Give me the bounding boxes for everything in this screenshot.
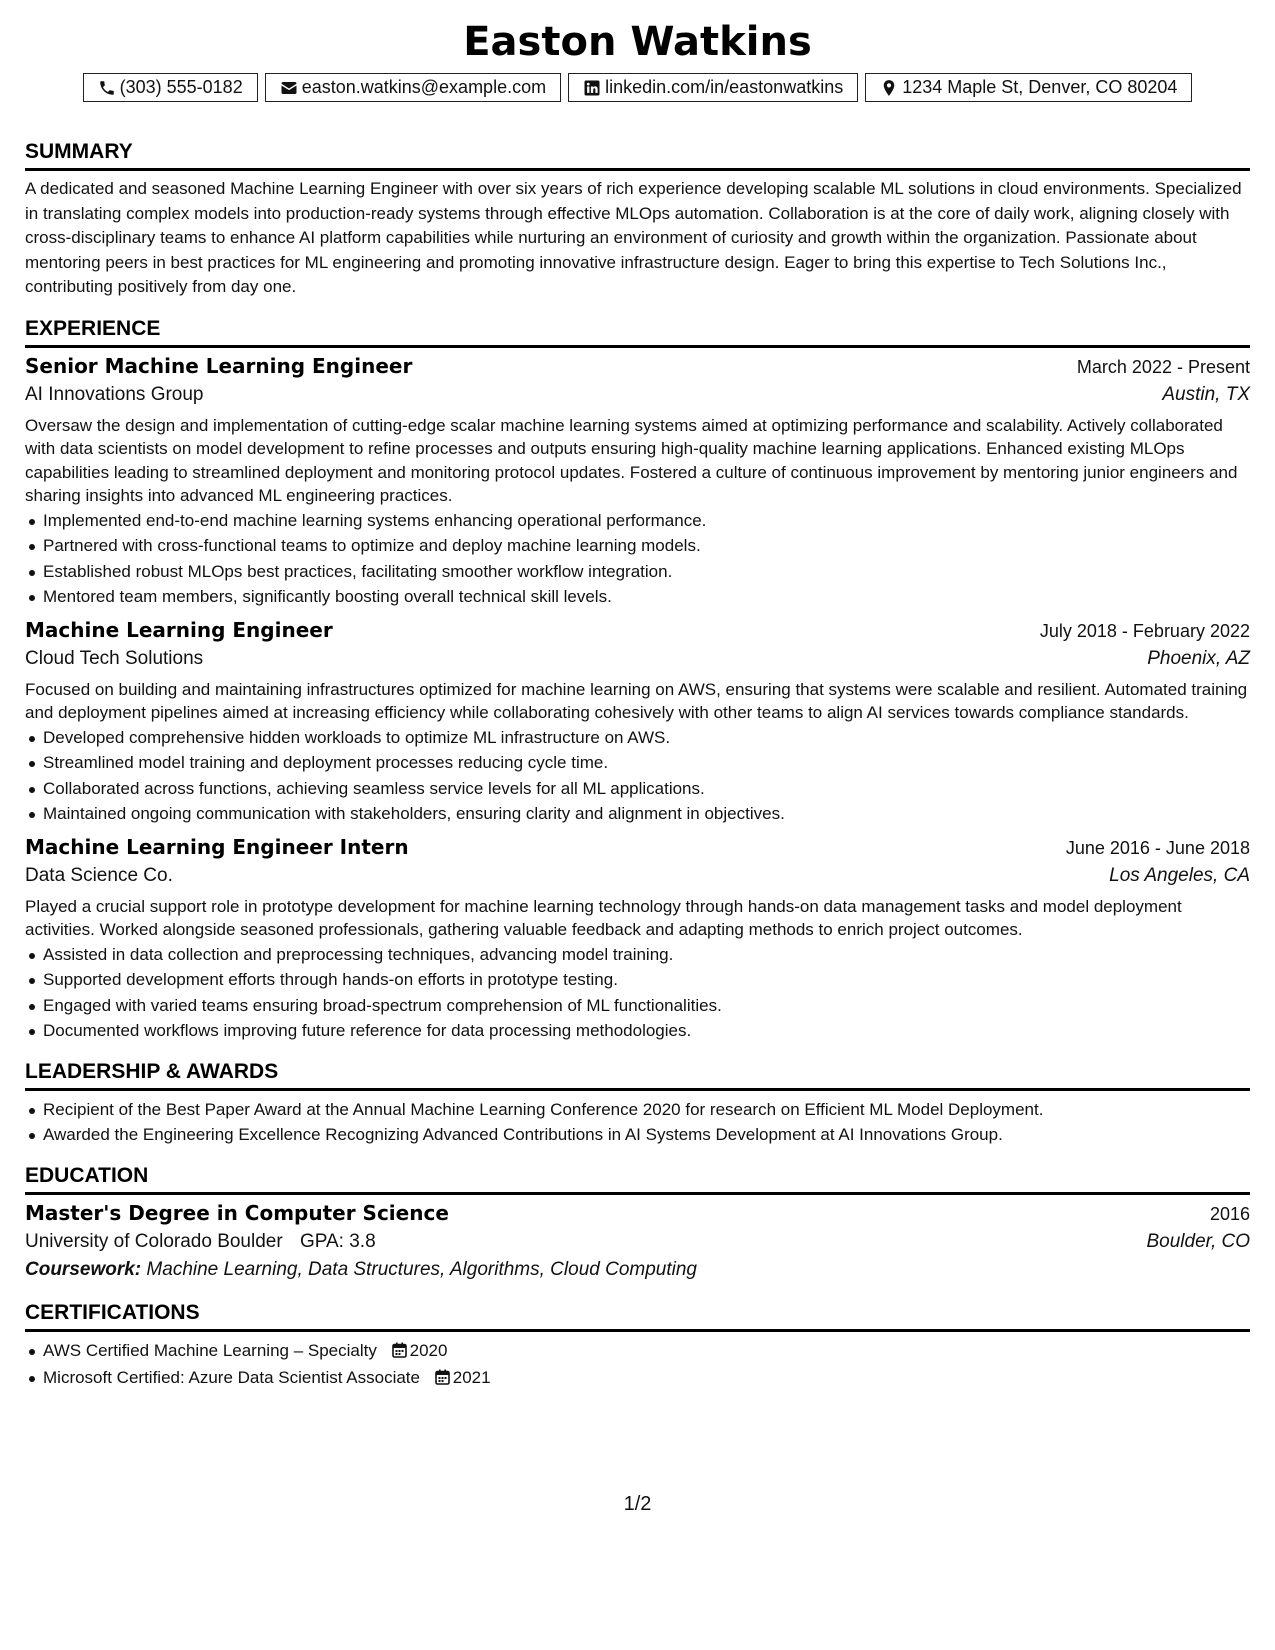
job-bullets	[25, 942, 1250, 1044]
education-section	[25, 1164, 1250, 1281]
job-date: March 2022 - Present	[1076, 356, 1250, 377]
list-item: Established robust MLOps best practices, facilitating smoother workflow integration.	[43, 559, 1250, 585]
leadership-heading: LEADERSHIP & AWARDS	[25, 1060, 1250, 1091]
education-heading: EDUCATION	[25, 1164, 1250, 1195]
certification-bullets	[25, 1338, 1250, 1393]
linkedin-text: linkedin.com/in/eastonwatkins	[605, 77, 844, 97]
list-item: Engaged with varied teams ensuring broad-spectrum comprehension of ML functionalities.	[43, 993, 1250, 1019]
linkedin-icon	[583, 79, 601, 97]
experience-section	[25, 317, 1250, 1044]
list-item	[43, 1365, 1250, 1393]
certification-name: Microsoft Certified: Azure Data Scientist Associate	[43, 1368, 420, 1387]
phone-text: (303) 555-0182	[119, 77, 243, 97]
email-text: easton.watkins@example.com	[301, 77, 547, 97]
address-text: 1234 Maple St, Denver, CO 80204	[902, 77, 1178, 97]
certifications-heading: CERTIFICATIONS	[25, 1301, 1250, 1332]
candidate-name: Easton Watkins	[463, 19, 812, 65]
calendar-icon	[435, 1367, 450, 1393]
resume-page	[25, 20, 1250, 1393]
list-item: Developed comprehensive hidden workloads to optimize ML infrastructure on AWS.	[43, 725, 1250, 751]
job-description: Focused on building and maintaining infrastructures optimized for machine learning on AWS, ensuring that systems were scalable and resilient. Automated training and deployment pipelines aimed at increasing efficiency while collaborating cohesively with other teams to align AI services towards compliance standards.	[25, 679, 1248, 722]
coursework	[25, 1259, 1250, 1281]
envelope-icon	[280, 79, 298, 97]
job-company: AI Innovations Group	[25, 383, 204, 405]
certification-name: AWS Certified Machine Learning – Specialty	[43, 1340, 377, 1360]
job-entry	[25, 835, 1250, 1044]
coursework-list: Machine Learning, Data Structures, Algorithms, Cloud Computing	[146, 1258, 697, 1280]
coursework-label: Coursework:	[25, 1258, 142, 1280]
job-title: Machine Learning Engineer Intern	[25, 834, 409, 859]
job-bullets	[25, 725, 1250, 827]
job-description: Played a crucial support role in prototype development for machine learning technology through hands-on data management tasks and model deployment activities. Worked alongside seasoned professionals, gathering valuable feedback and adapting methods to enrich project outcomes.	[25, 896, 1182, 939]
calendar-icon	[392, 1340, 407, 1366]
school-location: Boulder, CO	[1146, 1230, 1250, 1252]
job-date: July 2018 - February 2022	[1039, 620, 1250, 641]
contact-phone	[83, 73, 258, 102]
job-location: Austin, TX	[1162, 383, 1250, 405]
page-number: 1/2	[623, 1493, 652, 1515]
job-title: Senior Machine Learning Engineer	[25, 353, 413, 378]
list-item	[43, 1338, 1250, 1366]
job-entry	[25, 618, 1250, 827]
summary-text: A dedicated and seasoned Machine Learning Engineer with over six years of rich experience developing scalable ML solutions in cloud environments. Specialized in translating complex models into production-ready systems through effective MLOps automation. Collaboration is at the core of daily work, aligning closely with cross-disciplinary teams to enhance AI platform capabilities while nurturing an environment of curiosity and growth within the organization. Passionate about mentoring peers in best practices for ML engineering and promoting innovative infrastructure design. Eager to bring this expertise to Tech Solutions Inc., contributing positively from day one.	[25, 179, 1242, 296]
certification-year: 2020	[409, 1340, 448, 1360]
contact-email	[265, 73, 561, 102]
contact-address	[865, 73, 1192, 102]
job-location: Los Angeles, CA	[1109, 864, 1250, 886]
list-item: Partnered with cross-functional teams to optimize and deploy machine learning models.	[43, 533, 1250, 559]
list-item: Maintained ongoing communication with stakeholders, ensuring clarity and alignment in objectives.	[43, 801, 1250, 827]
list-item: Documented workflows improving future reference for data processing methodologies.	[43, 1018, 1250, 1044]
job-title: Machine Learning Engineer	[25, 617, 333, 642]
list-item: Mentored team members, significantly boosting overall technical skill levels.	[43, 584, 1250, 610]
list-item: Assisted in data collection and preprocessing techniques, advancing model training.	[43, 942, 1250, 968]
job-bullets	[25, 508, 1250, 610]
job-entry	[25, 354, 1250, 610]
list-item: Supported development efforts through hands-on efforts in prototype testing.	[43, 967, 1250, 993]
certification-year: 2021	[452, 1368, 491, 1387]
summary-heading: SUMMARY	[25, 140, 1250, 171]
graduation-year: 2016	[1209, 1203, 1250, 1224]
job-date: June 2016 - June 2018	[1065, 837, 1250, 858]
job-company: Data Science Co.	[25, 864, 173, 886]
list-item: Implemented end-to-end machine learning systems enhancing operational performance.	[43, 508, 1250, 534]
map-pin-icon	[880, 79, 898, 97]
list-item: Recipient of the Best Paper Award at the Annual Machine Learning Conference 2020 for research on Efficient ML Model Deployment.	[43, 1097, 1250, 1123]
certifications-section	[25, 1301, 1250, 1393]
summary-section	[25, 140, 1250, 300]
experience-heading: EXPERIENCE	[25, 317, 1250, 348]
leadership-bullets	[25, 1097, 1250, 1148]
contact-linkedin	[568, 73, 858, 102]
job-location: Phoenix, AZ	[1147, 647, 1250, 669]
gpa: GPA: 3.8	[299, 1230, 376, 1252]
list-item: Awarded the Engineering Excellence Recognizing Advanced Contributions in AI Systems Development at AI Innovations Group.	[43, 1122, 1250, 1148]
contact-row	[25, 73, 1250, 102]
school-name: University of Colorado Boulder	[25, 1230, 283, 1252]
leadership-section	[25, 1060, 1250, 1148]
job-company: Cloud Tech Solutions	[25, 647, 204, 669]
list-item: Streamlined model training and deployment processes reducing cycle time.	[43, 750, 1250, 776]
phone-icon	[98, 79, 116, 97]
degree-title: Master's Degree in Computer Science	[25, 1200, 449, 1225]
job-description: Oversaw the design and implementation of cutting-edge scalar machine learning systems aimed at optimizing performance and scalability. Actively collaborated with data scientists on model development to refine processes and outputs ensuring high-quality machine learning applications. Enhanced existing MLOps capabilities leading to streamlined deployment and monitoring protocol updates. Fostered a culture of continuous improvement by mentoring junior engineers and sharing insights into advanced ML engineering practices.	[25, 415, 1238, 505]
list-item: Collaborated across functions, achieving seamless service levels for all ML applications.	[43, 776, 1250, 802]
